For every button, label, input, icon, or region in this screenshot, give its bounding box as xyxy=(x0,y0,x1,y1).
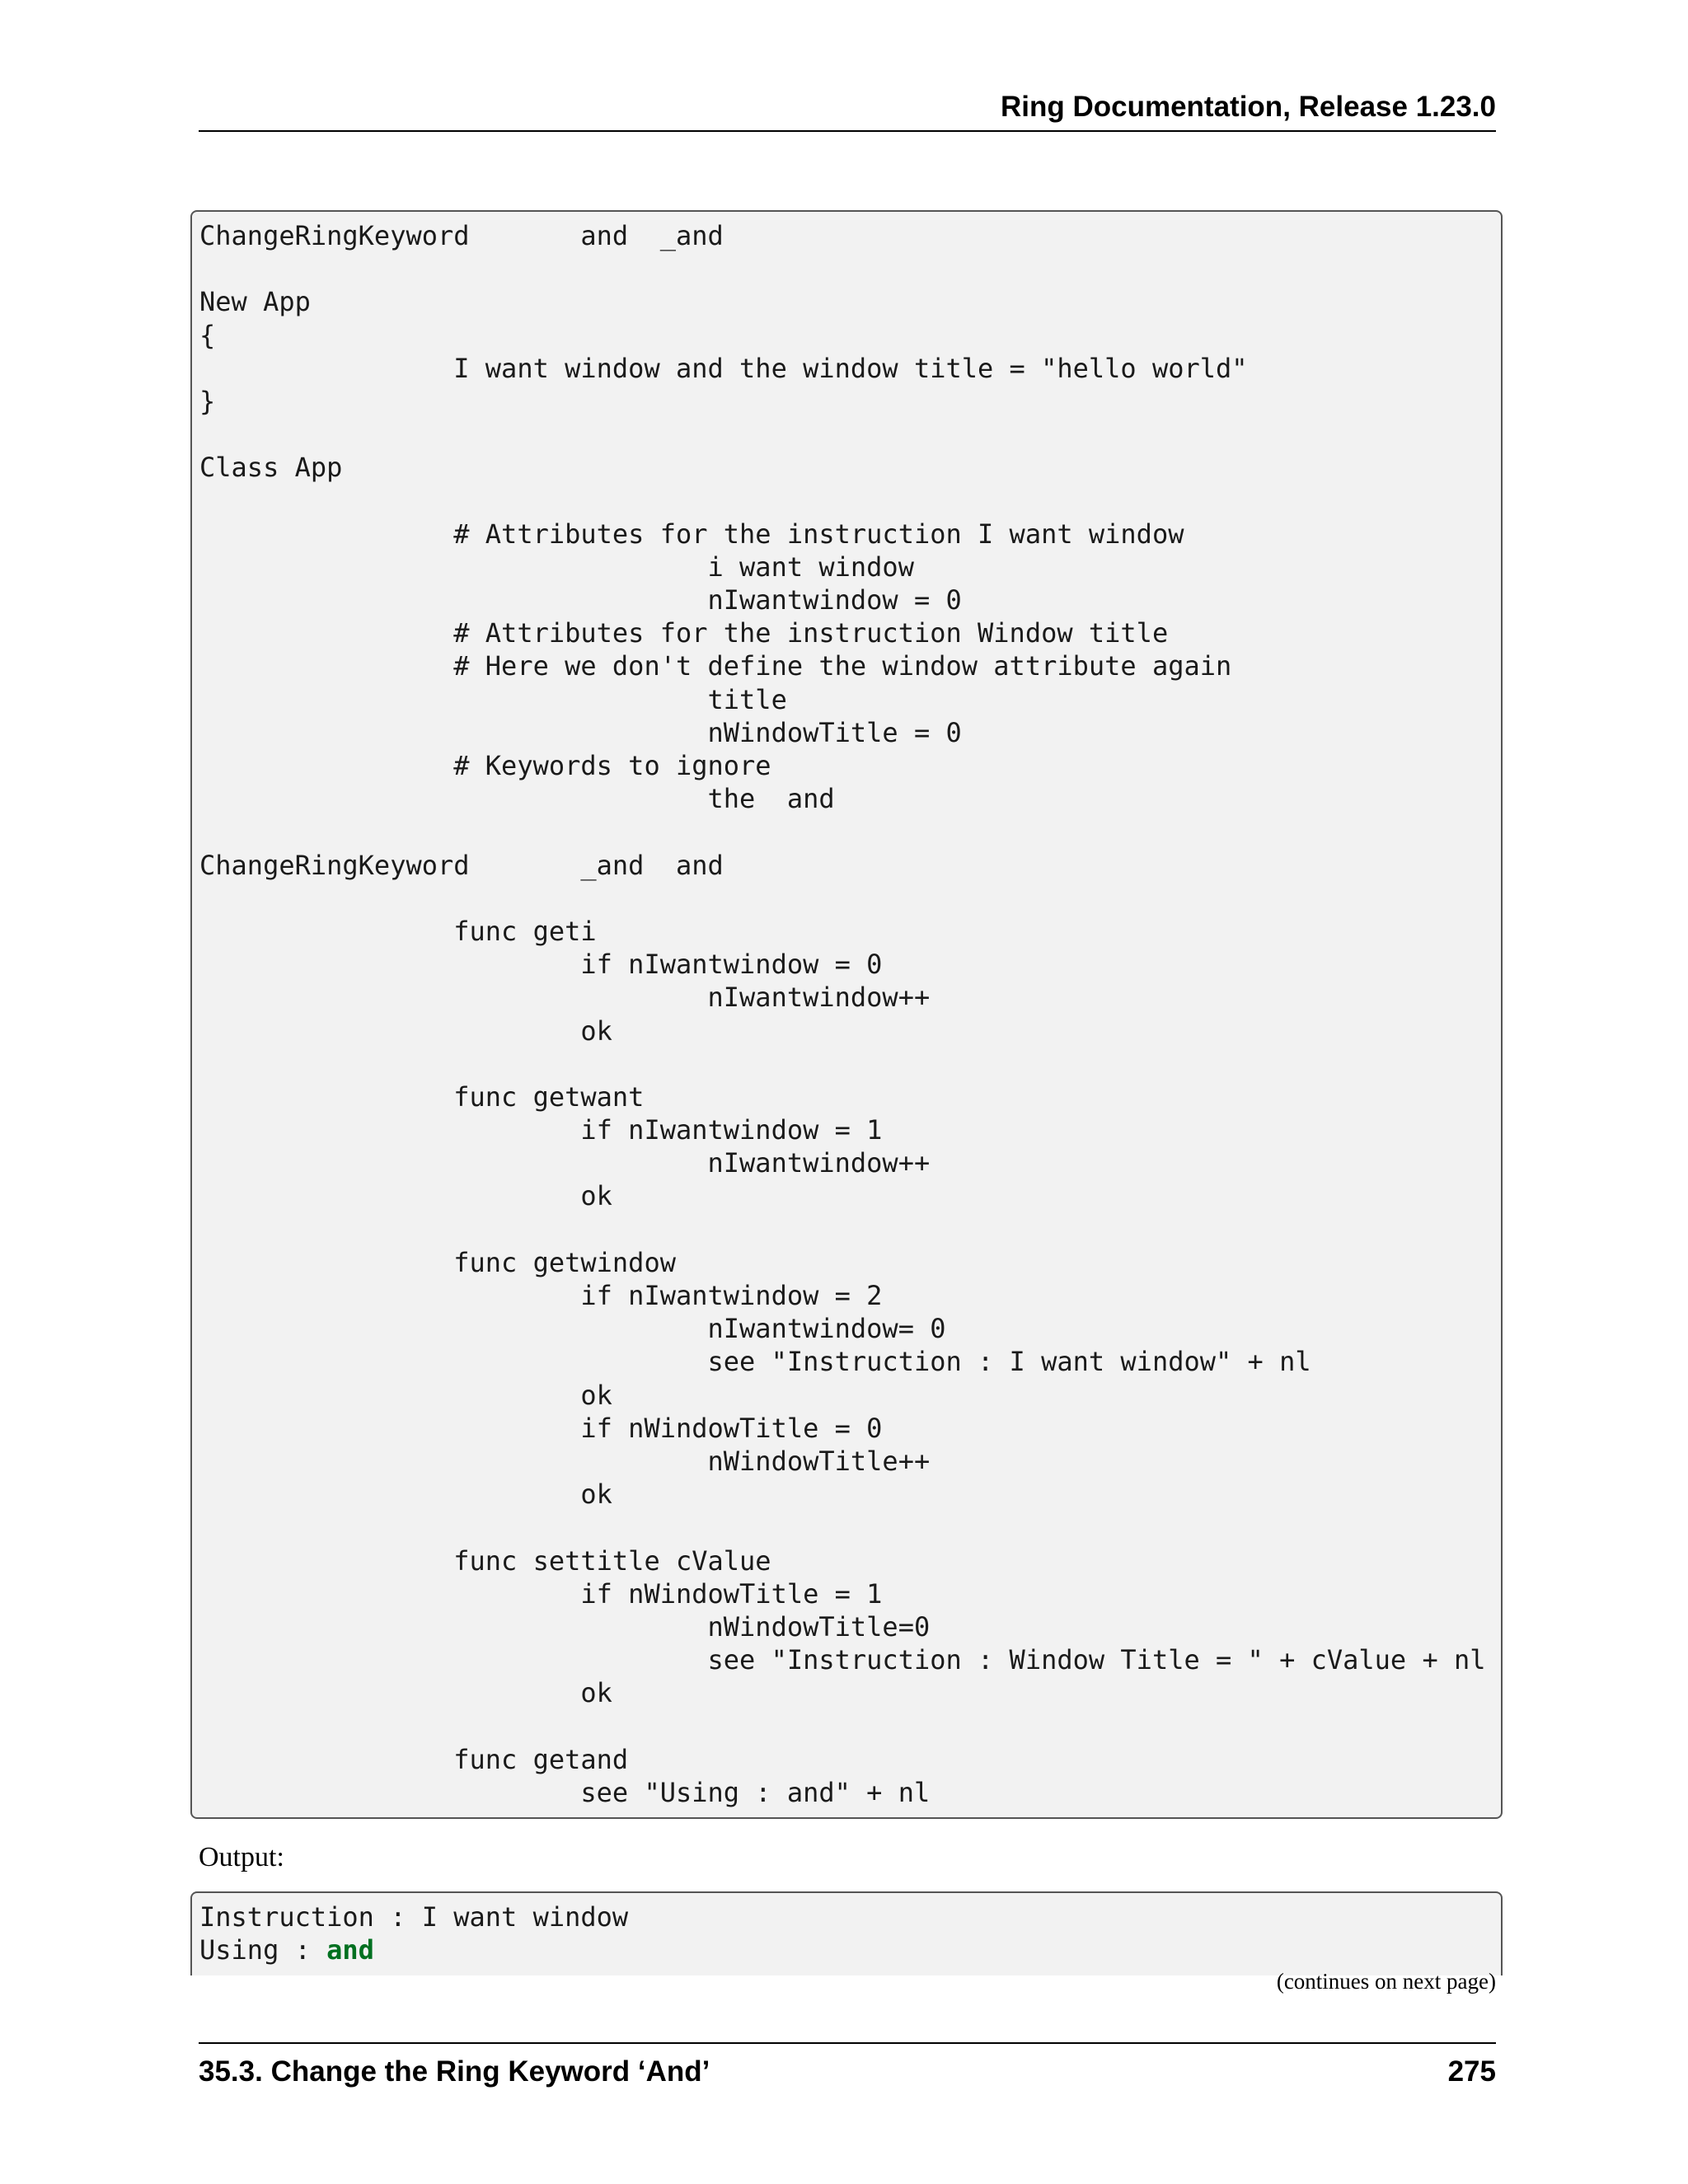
output-lines xyxy=(199,1900,628,1966)
code-line xyxy=(199,1047,1486,1080)
code-line: nWindowTitle++ xyxy=(199,1445,931,1477)
output-line xyxy=(199,1933,628,1966)
code-line: ok xyxy=(199,1479,612,1511)
code-line: nIwantwindow = 0 xyxy=(199,584,962,616)
code-line: title xyxy=(199,683,787,715)
code-line: { xyxy=(199,319,216,351)
output-line xyxy=(199,1900,628,1933)
code-line xyxy=(199,252,1486,285)
code-line: Class App xyxy=(199,452,343,484)
code-line: New App xyxy=(199,286,311,318)
code-line: ok xyxy=(199,1015,612,1047)
code-line: ChangeRingKeyword _and and xyxy=(199,849,724,881)
code-line: func geti xyxy=(199,915,597,947)
code-line: func getand xyxy=(199,1743,629,1775)
code-line: if nWindowTitle = 0 xyxy=(199,1412,883,1444)
page-header xyxy=(199,91,1496,132)
code-line: # Attributes for the instruction Window title xyxy=(199,617,1169,649)
code-line xyxy=(199,1213,1486,1246)
code-line: if nIwantwindow = 2 xyxy=(199,1280,883,1311)
code-line: func settitle cValue xyxy=(199,1544,771,1577)
code-line xyxy=(199,882,1486,915)
code-line: ChangeRingKeyword and _and xyxy=(199,220,724,251)
code-line: ok xyxy=(199,1379,612,1411)
output-keyword: and xyxy=(326,1934,374,1966)
code-line: nWindowTitle=0 xyxy=(199,1610,931,1643)
code-line: I want window and the window title = "hello world" xyxy=(199,352,1248,384)
output-text: Using : xyxy=(199,1934,327,1966)
code-line: if nWindowTitle = 1 xyxy=(199,1577,883,1610)
continues-note: (continues on next page) xyxy=(1276,1969,1496,1994)
page-footer xyxy=(199,2042,1496,2093)
code-line: see "Instruction : Window Title = " + cValue + nl xyxy=(199,1644,1486,1676)
code-line: nIwantwindow++ xyxy=(199,1147,931,1179)
output-text: Instruction : I want window xyxy=(199,1901,629,1933)
code-line: i want window xyxy=(199,551,914,583)
code-line: nIwantwindow++ xyxy=(199,982,931,1014)
code-line: ok xyxy=(199,1180,612,1212)
code-line: # Here we don't define the window attribute again xyxy=(199,650,1232,682)
code-lines xyxy=(199,219,1486,1809)
output-label: Output: xyxy=(199,1842,284,1872)
code-line: nWindowTitle = 0 xyxy=(199,716,962,748)
code-line: # Attributes for the instruction I want window xyxy=(199,518,1184,550)
output-block xyxy=(190,1891,1503,1975)
code-line: func getwant xyxy=(199,1080,645,1113)
code-line: } xyxy=(199,385,216,417)
document-title: Ring Documentation, Release 1.23.0 xyxy=(1000,91,1496,123)
code-line: the and xyxy=(199,783,835,815)
code-line: see "Using : and" + nl xyxy=(199,1776,931,1808)
code-line xyxy=(199,815,1486,848)
code-line xyxy=(199,485,1486,518)
code-line xyxy=(199,418,1486,451)
code-block xyxy=(190,210,1503,1819)
code-line xyxy=(199,1709,1486,1742)
section-title: 35.3. Change the Ring Keyword ‘And’ xyxy=(199,2055,710,2088)
page-number: 275 xyxy=(1447,2055,1496,2088)
code-line: nIwantwindow= 0 xyxy=(199,1313,946,1345)
code-line xyxy=(199,1511,1486,1544)
code-line: ok xyxy=(199,1677,612,1709)
code-line: func getwindow xyxy=(199,1246,676,1278)
code-line: if nIwantwindow = 1 xyxy=(199,1114,883,1146)
code-line: if nIwantwindow = 0 xyxy=(199,949,883,981)
code-line: # Keywords to ignore xyxy=(199,750,771,781)
code-line: see "Instruction : I want window" + nl xyxy=(199,1346,1311,1378)
